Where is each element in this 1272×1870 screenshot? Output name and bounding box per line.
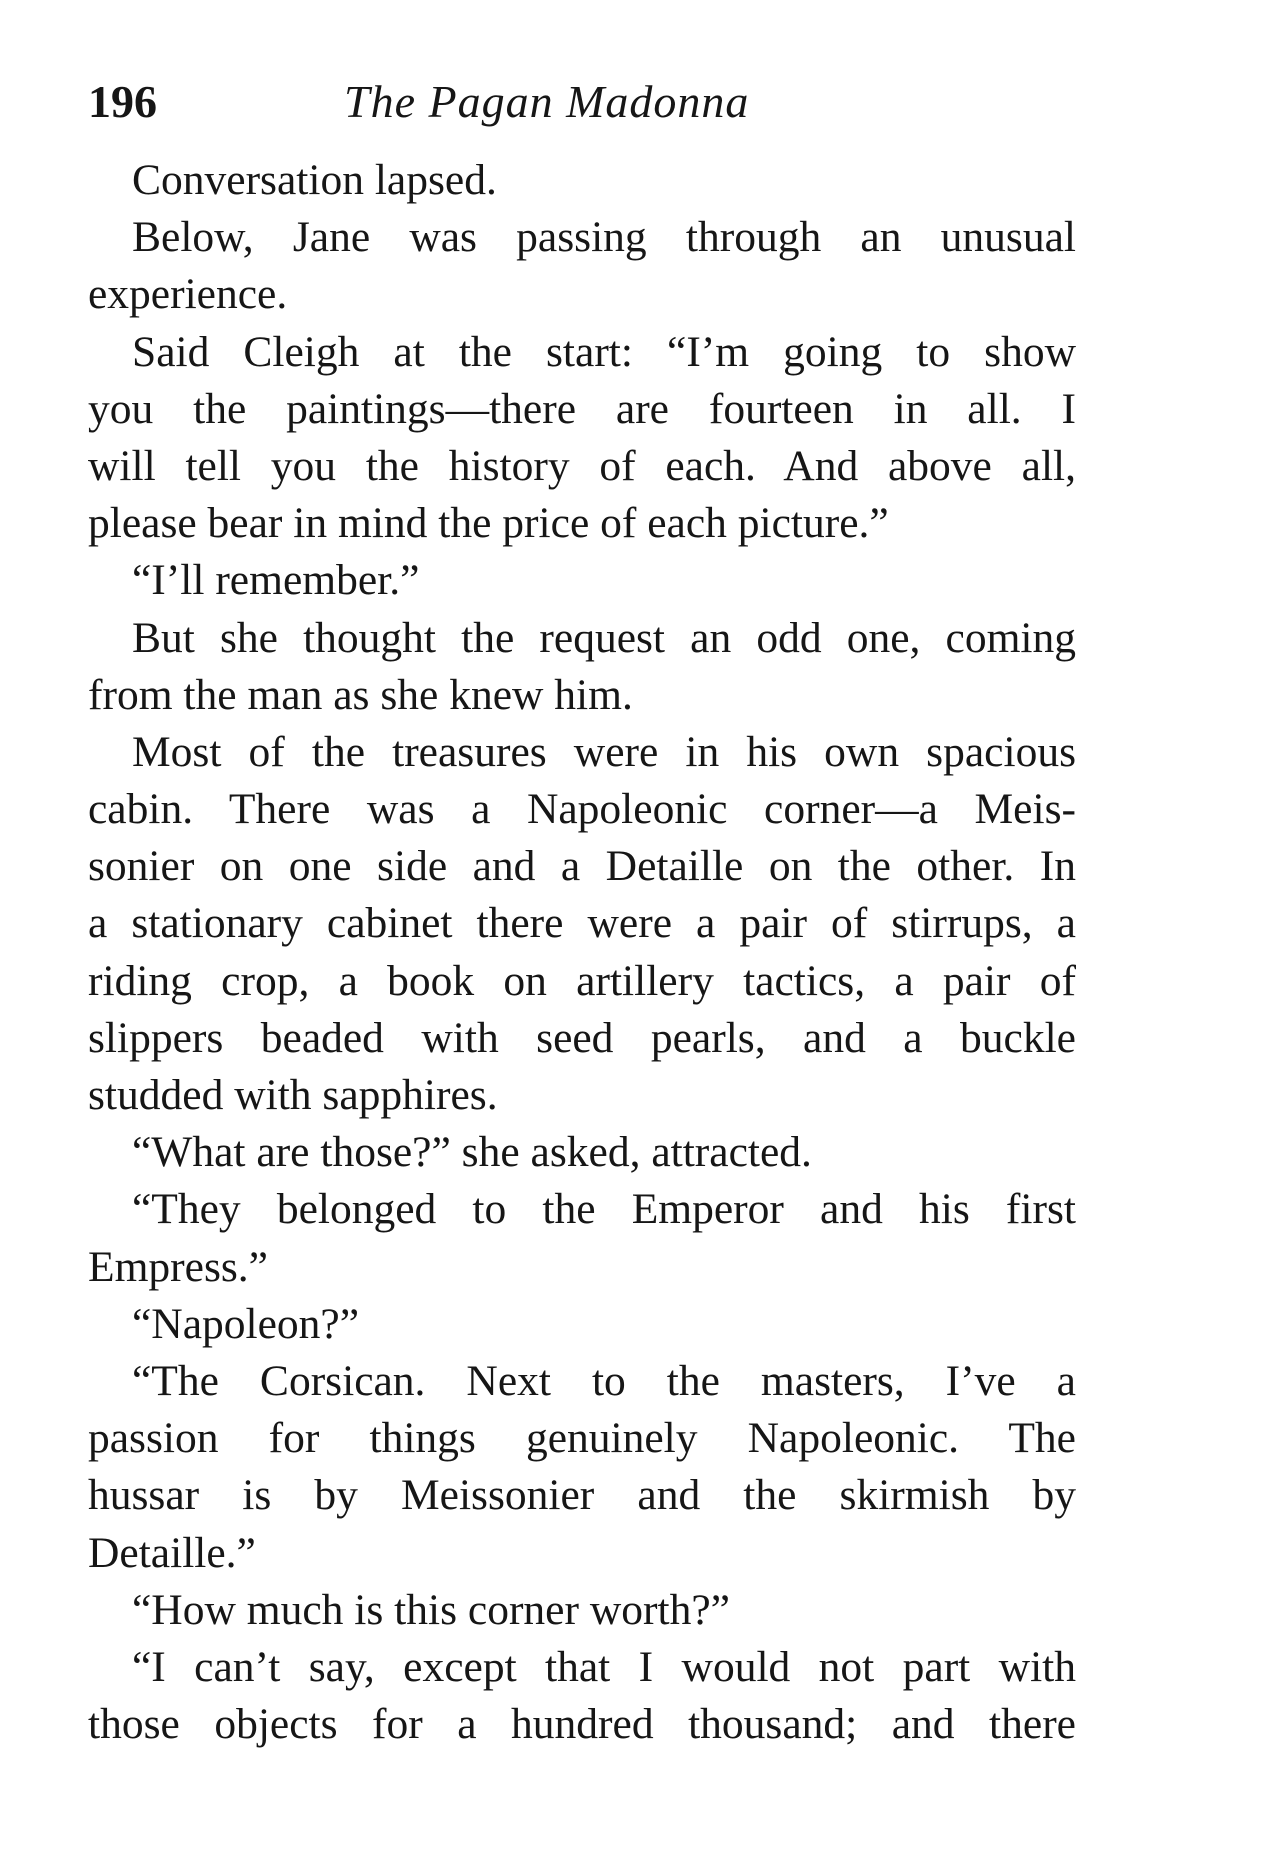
page-number: 196	[88, 76, 157, 127]
text-line: please bear in mind the price of each picture.”	[88, 499, 889, 548]
text-line: Empress.”	[88, 1242, 268, 1291]
text-line: hussar is by Meissonier and the skirmish by	[88, 1471, 1076, 1520]
text-line: experience.	[88, 270, 288, 319]
text-line: “I can’t say, except that I would not part with	[132, 1642, 1076, 1691]
text-line: those objects for a hundred thousand; and there	[88, 1700, 1076, 1749]
text-line: Detaille.”	[88, 1528, 256, 1577]
text-line: riding crop, a book on artillery tactics, a pair of	[88, 956, 1076, 1005]
text-line: “How much is this corner worth?”	[132, 1585, 730, 1634]
text-line: will tell you the history of each. And above all,	[88, 441, 1076, 490]
text-line: slippers beaded with seed pearls, and a buckle	[88, 1013, 1076, 1062]
text-line: “I’ll remember.”	[132, 556, 420, 605]
text-line: Most of the treasures were in his own spacious	[132, 727, 1076, 776]
text-line: studded with sapphires.	[88, 1071, 498, 1119]
text-line: Said Cleigh at the start: “I’m going to show	[132, 327, 1076, 376]
text-line: Conversation lapsed.	[132, 156, 497, 204]
text-line: passion for things genuinely Napoleonic. The	[88, 1414, 1076, 1463]
text-line: Below, Jane was passing through an unusual	[132, 213, 1076, 262]
text-line: cabin. There was a Napoleonic corner—a Meis-	[88, 785, 1076, 834]
text-line: “The Corsican. Next to the masters, I’ve a	[132, 1356, 1076, 1405]
body-text	[88, 152, 1076, 1753]
text-line: “They belonged to the Emperor and his first	[132, 1185, 1076, 1234]
running-title: The Pagan Madonna	[344, 76, 750, 127]
text-line: you the paintings—there are fourteen in all. I	[88, 384, 1076, 433]
text-line: “Napoleon?”	[132, 1299, 360, 1348]
text-line: But she thought the request an odd one, coming	[132, 613, 1076, 662]
text-line: from the man as she knew him.	[88, 670, 633, 719]
page-header	[88, 72, 1078, 132]
text-line: sonier on one side and a Detaille on the other. In	[88, 842, 1076, 891]
text-line: “What are those?” she asked, attracted.	[132, 1128, 812, 1177]
text-line: a stationary cabinet there were a pair of stirrups, a	[88, 899, 1076, 948]
